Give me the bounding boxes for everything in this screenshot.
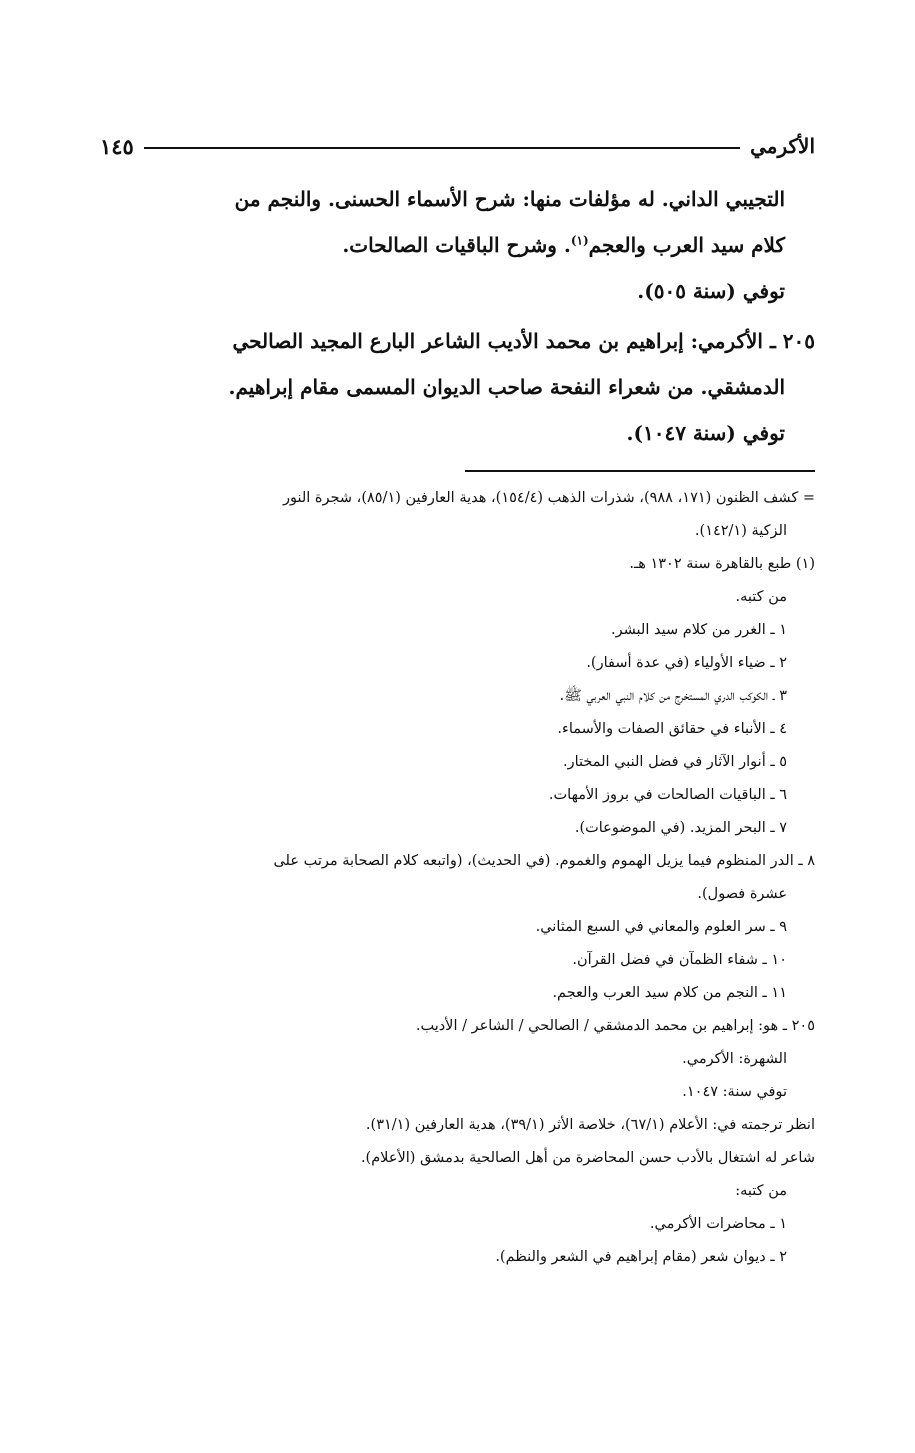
main-text	[100, 176, 815, 456]
book2-item: ١ ـ محاضرات الأكرمي.	[649, 1216, 787, 1232]
entry-line-2: الدمشقي. من شعراء النفحة صاحب الديوان المسمى مقام إبراهيم.	[228, 375, 785, 399]
footnote-1: (١) طبع بالقاهرة سنة ١٣٠٢ هـ.	[629, 556, 815, 572]
header-rule	[144, 147, 740, 149]
footnote-ref-1: (١)	[570, 233, 589, 248]
note-205: ٢٠٥ ـ هو: إبراهيم بن محمد الدمشقي / الصالحي / الشاعر / الأديب.	[415, 1018, 815, 1034]
entry-name: الأكرمي:	[690, 329, 763, 353]
book-item: ١ ـ الغرر من كلام سيد البشر.	[611, 622, 787, 638]
book-item: ٤ ـ الأنباء في حقائق الصفات والأسماء.	[557, 721, 787, 737]
main-line-1: التجيبي الداني. له مؤلفات منها: شرح الأسماء الحسنى. والنجم من	[234, 187, 785, 211]
book-item-cont: عشرة فصول).	[697, 886, 787, 902]
main-line-2: كلام سيد العرب والعجم$^{(١)}$. وشرح الباقيات الصالحات.	[342, 233, 785, 257]
book-item: ٦ ـ الباقيات الصالحات في بروز الأمهات.	[548, 787, 787, 803]
note-desc: شاعر له اشتغال بالأدب حسن المحاضرة من أهل الصالحية بدمشق (الأعلام).	[360, 1150, 815, 1166]
book-item: ٨ ـ الدر المنظوم فيما يزيل الهموم والغموم. (في الحديث)، (واتبعه كلام الصحابة مرتب على	[273, 853, 815, 869]
book2-item: ٢ ـ ديوان شعر (مقام إبراهيم في الشعر والنظم).	[495, 1249, 787, 1265]
book-item: ٢ ـ ضياء الأولياء (في عدة أسفار).	[586, 655, 787, 671]
note-death: توفي سنة: ١٠٤٧.	[682, 1084, 787, 1100]
ref-line-1: = كشف الظنون (١٧١، ٩٨٨)، شذرات الذهب (١٥٤/٤)، هدية العارفين (٨٥/١)، شجرة النور	[283, 490, 815, 506]
ref-line-2: الزكية (١٤٢/١).	[694, 523, 787, 539]
note-shuhra: الشهرة: الأكرمي.	[682, 1051, 787, 1067]
entry-205	[100, 318, 815, 364]
header-title: الأكرمي	[750, 134, 815, 158]
book-item: ٧ ـ البحر المزيد. (في الموضوعات).	[574, 820, 787, 836]
running-header	[100, 128, 815, 164]
book-item: ١١ ـ النجم من كلام سيد العرب والعجم.	[552, 985, 787, 1001]
footnote-rule	[465, 470, 815, 472]
books-heading: من كتبه.	[735, 589, 787, 605]
book-item: ١٠ ـ شفاء الظمآن في فضل القرآن.	[572, 952, 787, 968]
main-line-3: توفي (سنة ٥٠٥).	[637, 279, 785, 303]
note-refs: انظر ترجمته في: الأعلام (٦٧/١)، خلاصة الأثر (٣٩/١)، هدية العارفين (٣١/١).	[365, 1117, 815, 1133]
book-item: ٩ ـ سر العلوم والمعاني في السبع المثاني.	[535, 919, 787, 935]
book-item: ٥ ـ أنوار الآثار في فضل النبي المختار.	[562, 754, 787, 770]
entry-line-3: توفي (سنة ١٠٤٧).	[626, 421, 785, 445]
footnotes	[100, 482, 815, 1274]
books2-heading: من كتبه:	[735, 1183, 787, 1199]
page-number: ١٤٥	[100, 133, 134, 159]
entry-text: إبراهيم بن محمد الأديب الشاعر البارع المجيد الصالحي	[232, 329, 684, 353]
book-item: ٣ ـ الكوكب الدري المستخرج من كلام النبي العربي ﷺ.	[559, 688, 787, 704]
entry-number: ٢٠٥ ـ	[769, 329, 815, 353]
